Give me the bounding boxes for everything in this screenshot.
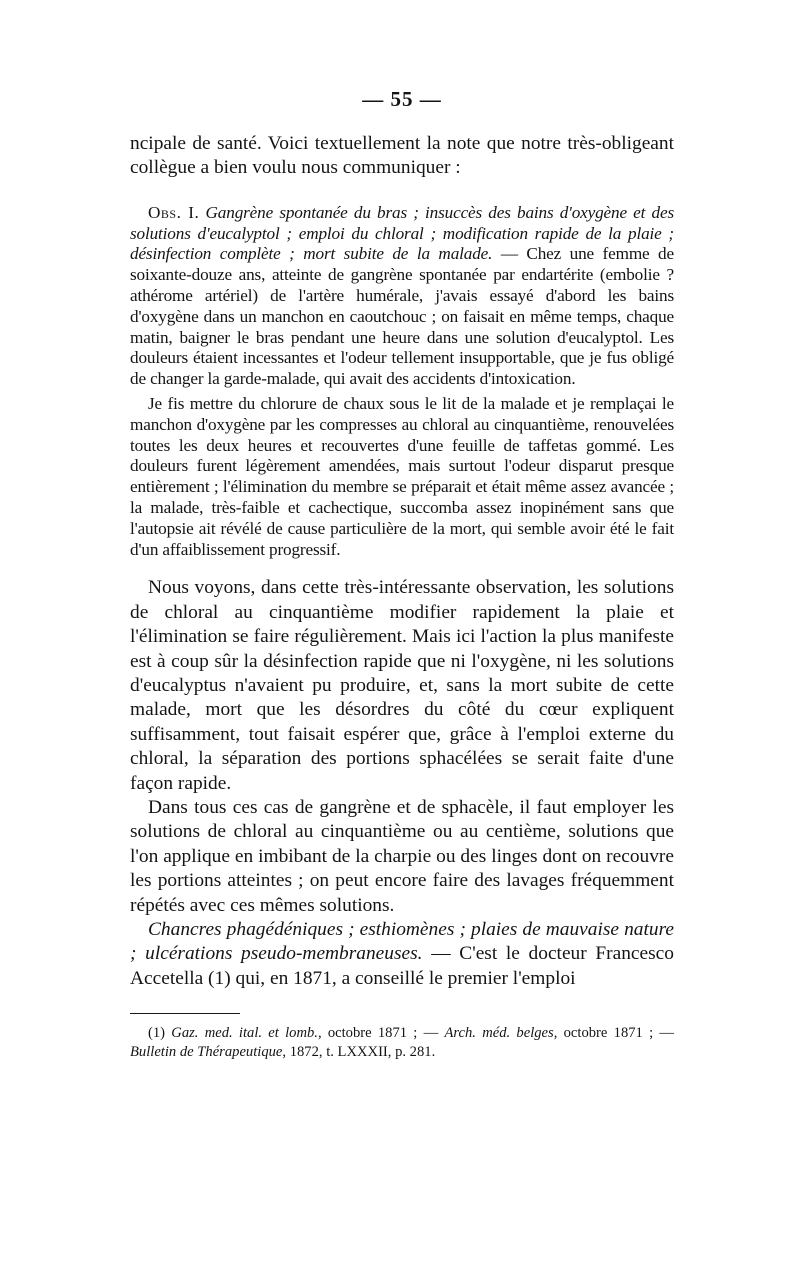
chancres-title: Chancres phagédéniques ; esthiomènes ; plaies de mauvaise nature ; ulcérations pseudo-membraneuses. <box>130 919 674 965</box>
footnote-marker: (1) <box>148 1025 166 1042</box>
observation-text: — Chez une femme de soixante-douze ans, atteinte de gangrène spontanée par endartérite (embolie ? athérome artériel) de l'artère humérale, j'avais essayé d'abord les bains d'oxygène dans un manchon en caoutchouc ; on faisait en même temps, chaque matin, baigner le bras pendant une heure dans une solution d'eucalyptol. Les douleurs étaient incessantes et l'odeur tellement insupportable, que je fus obligé de changer la garde-malade, qui avait des accidents d'intoxication. <box>130 244 674 389</box>
intro-paragraph: ncipale de santé. Voici textuellement la note que notre très-obligeant collègue a bien voulu nous communiquer : <box>130 133 674 179</box>
footnote-date-2: , octobre 1871 ; — <box>553 1025 674 1042</box>
observation-paragraph <box>130 203 674 390</box>
commentary-paragraph: Nous voyons, dans cette très-intéressante observation, les solutions de chloral au cinquantième modifier rapidement la plaie et l'élimination se faire régulièrement. Mais ici l'action la plus manifeste est à coup sûr la désinfection rapide que ni l'oxygène, ni les solutions d'eucalyptus n'avaient pu produire, et, sans la mort subite de cette malade, mort que les désordres du côté du cœur expliquent suffisamment, tout faisait espérer que, grâce à l'emploi externe du chloral, la séparation des portions sphacélées se serait faite d'une façon rapide. <box>130 577 674 794</box>
chancres-text: — C'est le docteur Francesco Accetella (1) qui, en 1871, a conseillé le premier l'emploi <box>130 943 674 989</box>
observation-label: Obs. I. <box>148 202 200 222</box>
footnote-date-1: , octobre 1871 ; — <box>317 1025 439 1042</box>
footnote-journal-3: Bulletin de Thérapeutique <box>130 1044 283 1061</box>
footnote-journal-1: Gaz. med. ital. et lomb. <box>171 1025 318 1042</box>
footnote-divider <box>130 1013 240 1014</box>
page-number: — 55 — <box>362 87 442 111</box>
footnote-journal-2: Arch. méd. belges <box>444 1025 554 1042</box>
footnote <box>130 1024 674 1062</box>
book-page <box>130 86 674 1062</box>
gangrene-solutions-paragraph: Dans tous ces cas de gangrène et de sphacèle, il faut employer les solutions de chloral au cinquantième ou au centième, solutions que l'on applique en imbibant de la charpie ou des linges dont on recouvre les portions atteintes ; on peut encore faire des lavages fréquemment répétés avec ces mêmes solutions. <box>130 797 674 916</box>
chloral-treatment-paragraph: Je fis mettre du chlorure de chaux sous le lit de la malade et je remplaçai le manchon d'oxygène par les compresses au chloral au cinquantième, renouvelées toutes les deux heures et recouvertes d'une feuille de taffetas gommé. Les douleurs furent légèrement amendées, mais surtout l'odeur disparut presque entièrement ; l'élimination du membre se préparait et était même assez avancée ; la malade, très-faible et cachectique, succomba assez inopinément sans que l'autopsie ait révélé de cause particulière de la mort, qui semble avoir été le fait d'un affaiblissement progressif. <box>130 393 674 559</box>
footnote-reference: , 1872, t. LXXXII, p. 281. <box>282 1044 436 1061</box>
observation-title: Gangrène spontanée du bras ; insuccès des bains d'oxygène et des solutions d'eucalyptol ; emploi du chloral ; modification rapide de la plaie ; désinfection complète ; mort subite de la malade. <box>130 202 674 264</box>
chancres-paragraph <box>130 918 674 991</box>
